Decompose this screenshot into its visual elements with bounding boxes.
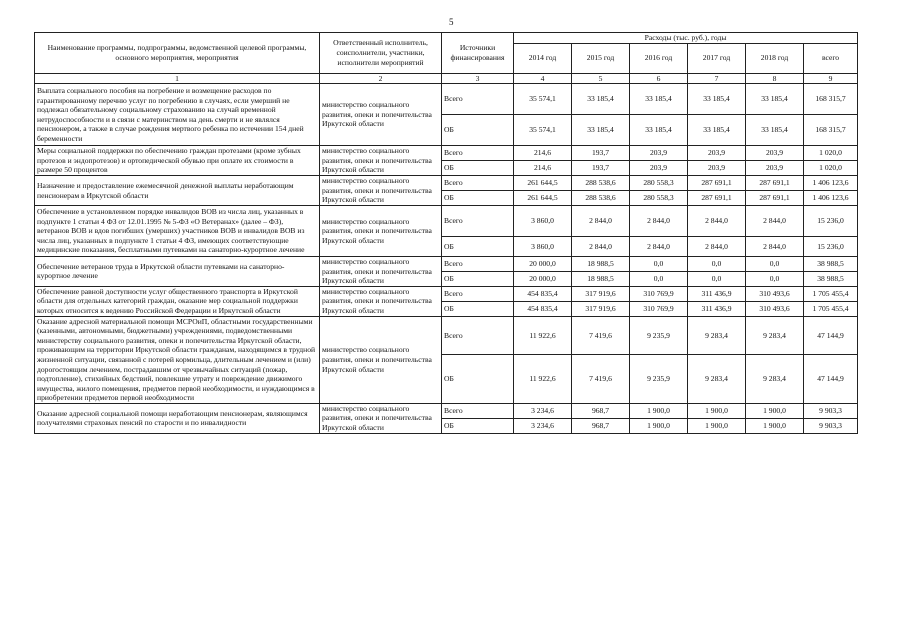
year-value: 288 538,6 bbox=[572, 191, 630, 206]
year-value: 310 493,6 bbox=[746, 301, 804, 316]
funding-source: ОБ bbox=[442, 191, 514, 206]
funding-source: Всего bbox=[442, 316, 514, 355]
total-value: 1 705 455,4 bbox=[804, 301, 858, 316]
year-value: 35 574,1 bbox=[514, 115, 572, 146]
year-value: 203,9 bbox=[630, 146, 688, 161]
year-value: 11 922,6 bbox=[514, 355, 572, 404]
table-row bbox=[35, 146, 858, 161]
year-value: 1 900,0 bbox=[688, 418, 746, 433]
column-number: 8 bbox=[746, 73, 804, 84]
column-number: 9 bbox=[804, 73, 858, 84]
year-value: 310 493,6 bbox=[746, 286, 804, 301]
measure-name: Меры социальной поддержки по обеспечению граждан протезами (кроме зубных протезов и эндопротезов) и ортопедической обувью при оплате их стоимости в размере 50 процентов bbox=[35, 146, 320, 176]
year-value: 33 185,4 bbox=[630, 115, 688, 146]
year-value: 287 691,1 bbox=[746, 176, 804, 191]
year-value: 20 000,0 bbox=[514, 271, 572, 286]
total-value: 1 020,0 bbox=[804, 146, 858, 161]
funding-source: Всего bbox=[442, 84, 514, 115]
year-value: 287 691,1 bbox=[688, 191, 746, 206]
header-year: 2015 год bbox=[572, 43, 630, 73]
header-name: Наименование программы, подпрограммы, ведомственной целевой программы, основного мероприятия, мероприятия bbox=[35, 33, 320, 74]
funding-source: ОБ bbox=[442, 161, 514, 176]
year-value: 1 900,0 bbox=[630, 403, 688, 418]
header-year: 2018 год bbox=[746, 43, 804, 73]
year-value: 968,7 bbox=[572, 418, 630, 433]
year-value: 310 769,9 bbox=[630, 286, 688, 301]
measure-name: Оказание адресной социальной помощи неработающим пенсионерам, являющимся получателями страховых пенсий по старости и по инвалидности bbox=[35, 403, 320, 433]
header-executor: Ответственный исполнитель, соисполнители, участники, исполнители мероприятий bbox=[320, 33, 442, 74]
year-value: 1 900,0 bbox=[688, 403, 746, 418]
year-value: 310 769,9 bbox=[630, 301, 688, 316]
responsible-executor: министерство социального развития, опеки и попечительства Иркутской области bbox=[320, 205, 442, 256]
total-value: 15 236,0 bbox=[804, 205, 858, 236]
year-value: 0,0 bbox=[746, 256, 804, 271]
column-number: 2 bbox=[320, 73, 442, 84]
funding-source: Всего bbox=[442, 403, 514, 418]
year-value: 261 644,5 bbox=[514, 191, 572, 206]
measure-name: Назначение и предоставление ежемесячной денежной выплаты неработающим пенсионерам в Иркутской области bbox=[35, 176, 320, 206]
year-value: 33 185,4 bbox=[746, 84, 804, 115]
year-value: 280 558,3 bbox=[630, 191, 688, 206]
total-value: 9 903,3 bbox=[804, 403, 858, 418]
responsible-executor: министерство социального развития, опеки и попечительства Иркутской области bbox=[320, 176, 442, 206]
measure-name: Обеспечение равной доступности услуг общественного транспорта в Иркутской области для отдельных категорий граждан, оказание мер социальной поддержки которых относится к ведению Российской Федерации и Иркутской области bbox=[35, 286, 320, 316]
header-expenses: Расходы (тыс. руб.), годы bbox=[514, 33, 858, 44]
total-value: 9 903,3 bbox=[804, 418, 858, 433]
year-value: 3 860,0 bbox=[514, 236, 572, 256]
year-value: 33 185,4 bbox=[572, 84, 630, 115]
table-row bbox=[35, 403, 858, 418]
year-value: 33 185,4 bbox=[688, 115, 746, 146]
year-value: 3 234,6 bbox=[514, 403, 572, 418]
year-value: 18 988,5 bbox=[572, 256, 630, 271]
year-value: 193,7 bbox=[572, 161, 630, 176]
year-value: 214,6 bbox=[514, 161, 572, 176]
year-value: 9 283,4 bbox=[746, 355, 804, 404]
year-value: 9 283,4 bbox=[746, 316, 804, 355]
year-value: 33 185,4 bbox=[746, 115, 804, 146]
year-value: 2 844,0 bbox=[630, 205, 688, 236]
header-year: 2014 год bbox=[514, 43, 572, 73]
total-value: 168 315,7 bbox=[804, 115, 858, 146]
measure-name: Обеспечение в установленном порядке инвалидов ВОВ из числа лиц, указанных в подпункте 1 статьи 4 ФЗ от 12.01.1995 № 5-ФЗ «О Ветеранах» (далее – ФЗ), ветеранов ВОВ и вдов погибших (умерших) участников ВОВ и инвалидов ВОВ из числа лиц, указанных в подпункте 1 статьи 4 ФЗ, имеющих соответствующие медицинские показания, бесплатными путевками на санаторно-курортное лечение bbox=[35, 205, 320, 256]
year-value: 1 900,0 bbox=[746, 403, 804, 418]
year-value: 2 844,0 bbox=[746, 205, 804, 236]
year-value: 3 234,6 bbox=[514, 418, 572, 433]
year-value: 454 835,4 bbox=[514, 301, 572, 316]
year-value: 203,9 bbox=[688, 161, 746, 176]
year-value: 9 283,4 bbox=[688, 316, 746, 355]
funding-source: ОБ bbox=[442, 301, 514, 316]
total-value: 47 144,9 bbox=[804, 355, 858, 404]
year-value: 33 185,4 bbox=[630, 84, 688, 115]
total-value: 38 988,5 bbox=[804, 271, 858, 286]
funding-source: Всего bbox=[442, 286, 514, 301]
responsible-executor: министерство социального развития, опеки и попечительства Иркутской области bbox=[320, 256, 442, 286]
year-value: 0,0 bbox=[688, 271, 746, 286]
table-row bbox=[35, 286, 858, 301]
total-value: 168 315,7 bbox=[804, 84, 858, 115]
year-value: 288 538,6 bbox=[572, 176, 630, 191]
year-value: 9 235,9 bbox=[630, 355, 688, 404]
measure-name: Выплата социального пособия на погребение и возмещение расходов по гарантированному перечню услуг по погребению в случаях, если умерший не подлежал обязательному социальному страхованию на случай временной нетрудоспособности и в связи с материнством на день смерти и не являлся пенсионером, а также в случае рождения мертвого ребенка по истечении 154 дней беременности bbox=[35, 84, 320, 146]
funding-source: Всего bbox=[442, 205, 514, 236]
year-value: 35 574,1 bbox=[514, 84, 572, 115]
funding-source: ОБ bbox=[442, 271, 514, 286]
year-value: 287 691,1 bbox=[688, 176, 746, 191]
funding-source: Всего bbox=[442, 176, 514, 191]
table-row bbox=[35, 316, 858, 355]
year-value: 280 558,3 bbox=[630, 176, 688, 191]
year-value: 0,0 bbox=[688, 256, 746, 271]
total-value: 38 988,5 bbox=[804, 256, 858, 271]
header-sources: Источники финансирования bbox=[442, 33, 514, 74]
year-value: 214,6 bbox=[514, 146, 572, 161]
year-value: 454 835,4 bbox=[514, 286, 572, 301]
year-value: 317 919,6 bbox=[572, 301, 630, 316]
year-value: 2 844,0 bbox=[572, 205, 630, 236]
total-value: 1 406 123,6 bbox=[804, 176, 858, 191]
year-value: 9 283,4 bbox=[688, 355, 746, 404]
year-value: 20 000,0 bbox=[514, 256, 572, 271]
total-value: 1 705 455,4 bbox=[804, 286, 858, 301]
year-value: 33 185,4 bbox=[572, 115, 630, 146]
header-year: 2017 год bbox=[688, 43, 746, 73]
year-value: 9 235,9 bbox=[630, 316, 688, 355]
year-value: 0,0 bbox=[630, 271, 688, 286]
year-value: 311 436,9 bbox=[688, 286, 746, 301]
total-value: 47 144,9 bbox=[804, 316, 858, 355]
column-number: 7 bbox=[688, 73, 746, 84]
total-value: 1 020,0 bbox=[804, 161, 858, 176]
year-value: 0,0 bbox=[630, 256, 688, 271]
responsible-executor: министерство социального развития, опеки и попечительства Иркутской области bbox=[320, 316, 442, 403]
table-row bbox=[35, 205, 858, 236]
year-value: 2 844,0 bbox=[630, 236, 688, 256]
responsible-executor: министерство социального развития, опеки и попечительства Иркутской области bbox=[320, 286, 442, 316]
table-row bbox=[35, 176, 858, 191]
year-value: 2 844,0 bbox=[688, 236, 746, 256]
year-value: 311 436,9 bbox=[688, 301, 746, 316]
funding-source: Всего bbox=[442, 146, 514, 161]
total-value: 15 236,0 bbox=[804, 236, 858, 256]
expenses-table bbox=[34, 32, 858, 434]
year-value: 18 988,5 bbox=[572, 271, 630, 286]
year-value: 33 185,4 bbox=[688, 84, 746, 115]
year-value: 261 644,5 bbox=[514, 176, 572, 191]
funding-source: ОБ bbox=[442, 115, 514, 146]
year-value: 7 419,6 bbox=[572, 316, 630, 355]
column-number: 5 bbox=[572, 73, 630, 84]
funding-source: Всего bbox=[442, 256, 514, 271]
header-total: всего bbox=[804, 43, 858, 73]
year-value: 203,9 bbox=[688, 146, 746, 161]
year-value: 968,7 bbox=[572, 403, 630, 418]
year-value: 2 844,0 bbox=[572, 236, 630, 256]
year-value: 203,9 bbox=[630, 161, 688, 176]
year-value: 11 922,6 bbox=[514, 316, 572, 355]
funding-source: ОБ bbox=[442, 418, 514, 433]
year-value: 3 860,0 bbox=[514, 205, 572, 236]
table-row bbox=[35, 84, 858, 115]
responsible-executor: министерство социального развития, опеки и попечительства Иркутской области bbox=[320, 403, 442, 433]
header-year: 2016 год bbox=[630, 43, 688, 73]
table-row bbox=[35, 256, 858, 271]
year-value: 287 691,1 bbox=[746, 191, 804, 206]
year-value: 203,9 bbox=[746, 161, 804, 176]
table-body bbox=[35, 84, 858, 433]
column-number: 6 bbox=[630, 73, 688, 84]
column-number: 1 bbox=[35, 73, 320, 84]
year-value: 0,0 bbox=[746, 271, 804, 286]
year-value: 317 919,6 bbox=[572, 286, 630, 301]
column-number: 3 bbox=[442, 73, 514, 84]
responsible-executor: министерство социального развития, опеки и попечительства Иркутской области bbox=[320, 146, 442, 176]
page-number: 5 bbox=[449, 17, 454, 27]
year-value: 1 900,0 bbox=[746, 418, 804, 433]
year-value: 203,9 bbox=[746, 146, 804, 161]
measure-name: Обеспечение ветеранов труда в Иркутской области путевками на санаторно-курортное лечение bbox=[35, 256, 320, 286]
total-value: 1 406 123,6 bbox=[804, 191, 858, 206]
measure-name: Оказание адресной материальной помощи МСРОиП, областными государственными (казенными, автономными, бюджетными) учреждениями, подведомственными министерству социального развития, опеки и попечительства Иркутской области, проживающим на территории Иркутской области гражданам, находящимся в трудной жизненной ситуации, связанной с потерей кормильца, длительным лечением и (или) дорогостоящим лечением, пострадавшим от чрезвычайных ситуаций (пожар, подтопление), стихийных бедствий, повлекшие утрату и повреждение движимого имущества, жилого помещения, предметов первой необходимости, и нуждающимся в приобретении предметов первой необходимости bbox=[35, 316, 320, 403]
funding-source: ОБ bbox=[442, 236, 514, 256]
year-value: 7 419,6 bbox=[572, 355, 630, 404]
funding-source: ОБ bbox=[442, 355, 514, 404]
column-number: 4 bbox=[514, 73, 572, 84]
year-value: 2 844,0 bbox=[746, 236, 804, 256]
responsible-executor: министерство социального развития, опеки и попечительства Иркутской области bbox=[320, 84, 442, 146]
year-value: 193,7 bbox=[572, 146, 630, 161]
year-value: 2 844,0 bbox=[688, 205, 746, 236]
year-value: 1 900,0 bbox=[630, 418, 688, 433]
